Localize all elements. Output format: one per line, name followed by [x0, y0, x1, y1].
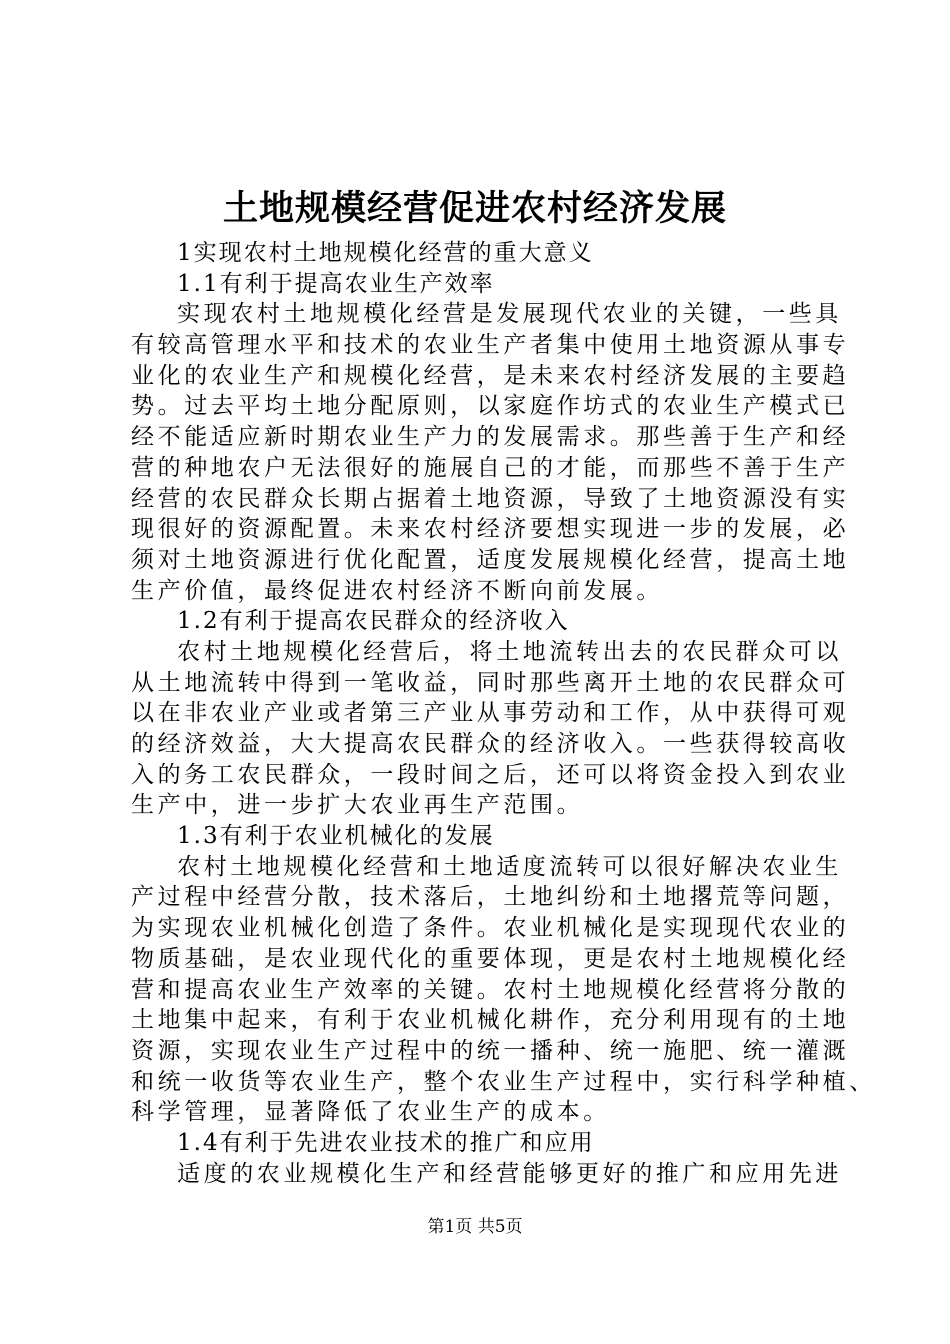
paragraph-line: 入的务工农民群众，一段时间之后，还可以将资金投入到农业	[131, 761, 850, 788]
paragraph-line: 经营的农民群众长期占据着土地资源，导致了土地资源没有实	[131, 485, 850, 512]
section-heading: 1.3有利于农业机械化的发展	[177, 823, 495, 850]
paragraph-line: 和统一收货等农业生产，整个农业生产过程中，实行科学种植、	[131, 1068, 876, 1095]
paragraph-line: 须对土地资源进行优化配置，适度发展规模化经营，提高土地	[131, 546, 850, 573]
paragraph-line: 从土地流转中得到一笔收益，同时那些离开土地的农民群众可	[131, 669, 850, 696]
paragraph-line: 营的种地农户无法很好的施展自己的才能，而那些不善于生产	[131, 454, 850, 481]
paragraph-line: 有较高管理水平和技术的农业生产者集中使用土地资源从事专	[131, 332, 850, 359]
section-heading: 1实现农村土地规模化经营的重大意义	[177, 240, 594, 266]
paragraph-line: 为实现农业机械化创造了条件。农业机械化是实现现代农业的	[131, 915, 850, 942]
paragraph-line: 营和提高农业生产效率的关键。农村土地规模化经营将分散的	[131, 976, 850, 1003]
paragraph-line: 的经济效益，大大提高农民群众的经济收入。一些获得较高收	[131, 731, 850, 757]
paragraph-line: 科学管理，显著降低了农业生产的成本。	[131, 1099, 610, 1126]
document-title: 土地规模经营促进农村经济发展	[222, 188, 727, 229]
paragraph-line: 农村土地规模化经营和土地适度流转可以很好解决农业生	[177, 853, 842, 880]
page-footer: 第1页 共5页	[427, 1217, 523, 1237]
paragraph-line: 现很好的资源配置。未来农村经济要想实现进一步的发展，必	[131, 516, 850, 543]
paragraph-line: 适度的农业规模化生产和经营能够更好的推广和应用先进	[177, 1160, 842, 1187]
paragraph-line: 以在非农业产业或者第三产业从事劳动和工作，从中获得可观	[131, 700, 850, 727]
paragraph-line: 生产中，进一步扩大农业再生产范围。	[131, 792, 584, 819]
paragraph-line: 实现农村土地规模化经营是发展现代农业的关键，一些具	[177, 301, 842, 328]
paragraph-line: 生产价值，最终促进农村经济不断向前发展。	[131, 577, 663, 604]
document-body	[131, 238, 876, 1189]
paragraph-line: 业化的农业生产和规模化经营，是未来农村经济发展的主要趋	[131, 362, 850, 389]
paragraph-line: 物质基础，是农业现代化的重要体现，更是农村土地规模化经	[131, 945, 850, 972]
paragraph-line: 势。过去平均土地分配原则，以家庭作坊式的农业生产模式已	[131, 393, 850, 420]
paragraph-line: 产过程中经营分散，技术落后，土地纠纷和土地撂荒等问题，	[131, 884, 850, 911]
paragraph-line: 农村土地规模化经营后，将土地流转出去的农民群众可以	[177, 638, 842, 665]
paragraph-line: 土地集中起来，有利于农业机械化耕作，充分利用现有的土地	[131, 1007, 850, 1034]
section-heading: 1.4有利于先进农业技术的推广和应用	[177, 1129, 595, 1156]
section-heading: 1.1有利于提高农业生产效率	[177, 270, 495, 297]
section-heading: 1.2有利于提高农民群众的经济收入	[177, 608, 570, 635]
paragraph-line: 资源，实现农业生产过程中的统一播种、统一施肥、统一灌溉	[131, 1037, 850, 1064]
paragraph-line: 经不能适应新时期农业生产力的发展需求。那些善于生产和经	[131, 424, 850, 451]
